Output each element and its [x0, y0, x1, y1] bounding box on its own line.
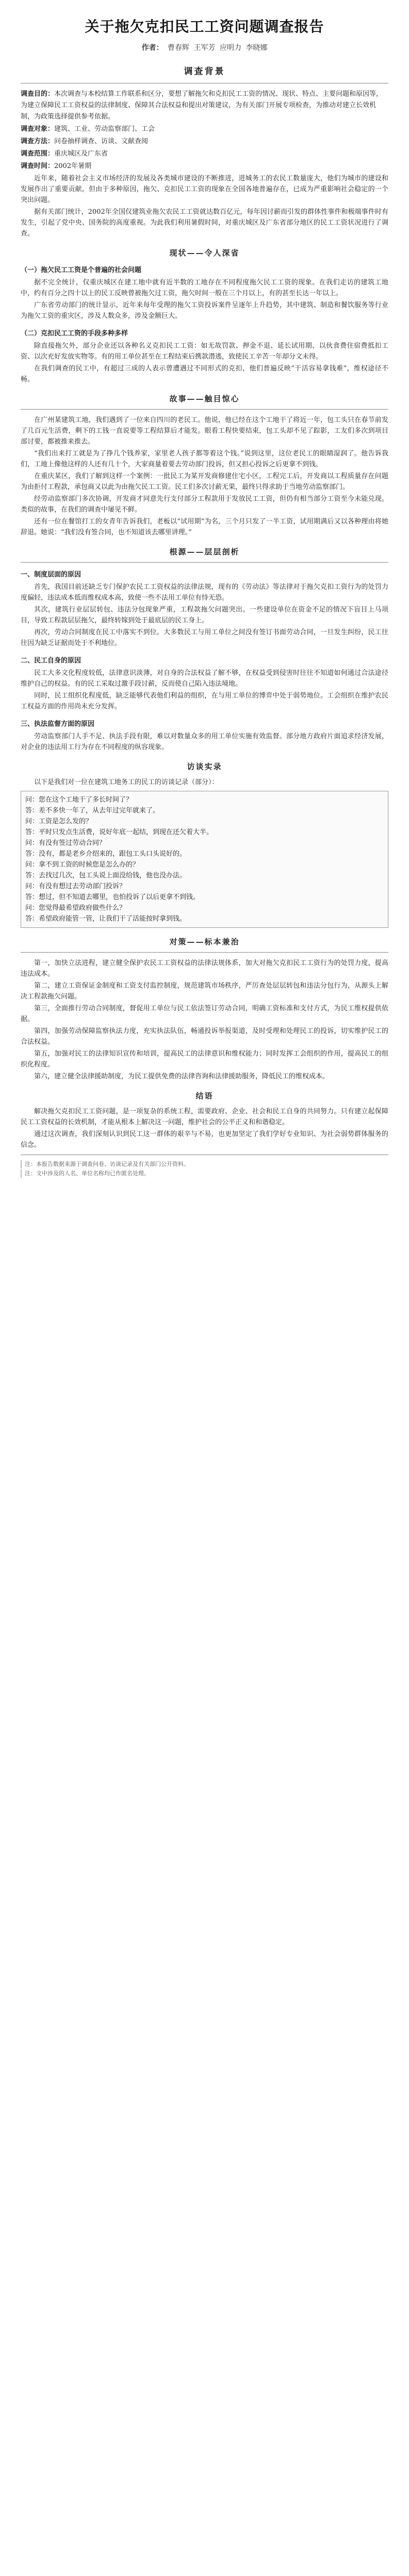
paragraph: “我们出来打工就是为了挣几个钱养家，家里老人孩子都等着这个钱。”说到这里，这位老民工的眼睛湿润了。他告诉我们，工地上像他这样的人还有几十个，大家商量着要去劳动部门投诉，但又担心投诉之后更拿不到钱。 [21, 450, 388, 468]
answer: 答：去找过几次，包工头说上面没给钱，他也没办法。 [25, 872, 187, 879]
paragraph: 第五，加强对民工的法律知识宣传和培训，提高民工的法律意识和维权能力；同时发挥工会组织的作用，提高民工的组织化程度。 [21, 1050, 388, 1069]
answer: 答：差不多快一年了，从去年过完年就来了。 [25, 807, 160, 815]
author-name: 应明力 [219, 44, 241, 52]
answer: 答：平时只发点生活费，说好年底一起结，到现在还欠着大半。 [25, 828, 214, 836]
object-row [21, 124, 388, 135]
section-title-status: 现状——令人深省 [169, 248, 240, 258]
time-row [21, 161, 388, 172]
interview-box [21, 791, 388, 928]
answer: 答：想过，但不知道去哪里，也怕投诉了以后更拿不到钱。 [25, 893, 200, 901]
method-text: 问卷抽样调查、访谈、文献查阅 [54, 138, 149, 145]
subheading: （二）克扣民工工资的手段多种多样 [21, 330, 128, 337]
answer: 答：希望政府能管一管，让我们干了活能按时拿到钱。 [25, 915, 187, 923]
question: 问：工资是怎么发的？ [25, 818, 93, 825]
paragraph: 劳动监察部门人手不足、执法手段有限，难以对数量众多的用工单位实施有效监督。部分地方政府片面追求经济发展，对企业的违法用工行为存在不同程度的纵容现象。 [21, 733, 388, 751]
footnote: 注：本报告数据来源于调查问卷、访谈记录及有关部门公开资料。 [21, 1160, 388, 1168]
paragraph: 第一，加快立法进程，建立健全保护农民工工资权益的法律法规体系，加大对拖欠克扣民工工资行为的处罚力度，提高违法成本。 [21, 959, 388, 978]
subheading: 二、民工自身的原因 [21, 657, 81, 665]
section-title-conclusion: 结语 [195, 1091, 214, 1100]
question: 问：您觉得最希望政府做些什么？ [25, 904, 126, 912]
divider [21, 562, 388, 563]
paragraph: 据不完全统计，仅重庆城区在建工地中就有近半数的工地存在不同程度拖欠民工工资的现象。在我们走访的建筑工地中，约有百分之四十以上的民工反映曾被拖欠过工资，拖欠时间一般在三个月以上，有的甚至长达一年以上。 [21, 279, 388, 297]
paragraph: 第二，建立工资保证金制度和工资支付监控制度，规范建筑市场秩序，严厉查处层层转包和违法分包行为，从源头上解决工程款拖欠问题。 [21, 982, 388, 1001]
paragraph: 首先，我国目前还缺乏专门保护农民工工资权益的法律法规，现有的《劳动法》等法律对于拖欠克扣工资行为的处罚力度偏轻，违法成本低而维权成本高，致使一些不法用工单位有恃无恐。 [21, 583, 388, 602]
paragraph: 在我们调查的民工中，有超过三成的人表示曾遭遇过不同形式的克扣，他们普遍反映“干活容易拿钱难”，维权途径不畅。 [21, 365, 388, 383]
answer: 答：没有，都是老乡介绍来的，跟包工头口头说好的。 [25, 850, 187, 858]
question: 问：有没有想过去劳动部门投诉？ [25, 883, 126, 890]
object-text: 建筑、工业、劳动监察部门、工会 [54, 125, 155, 133]
paragraph: 还有一位在餐馆打工的女青年告诉我们，老板以“试用期”为名，三个月只发了一半工资，试用期满后又以各种理由将她辞退。她说：“我们没有签合同，也不知道该去哪里讲理。” [21, 518, 388, 536]
paragraph: 近年来，随着社会主义市场经济的发展及各类城市建设的不断推进，进城务工的农民工数量庞大，他们为城市的建设和发展作出了重要贡献。但由于多种原因，拖欠、克扣民工工资的现象在全国各地普遍存在，已成为严重影响社会稳定的一个突出问题。 [21, 175, 388, 204]
object-label: 调查对象： [21, 125, 55, 133]
author-name: 李晓娜 [246, 44, 268, 52]
scope-row [21, 148, 388, 160]
purpose-text: 本次调查与本校结算工作联系和区分，要想了解拖欠和克扣民工工资的情况、现状、特点、主要问题和原因等，为建立保障民工工资权益的法律制度、保障其合法权益和提出对策建议，为有关部门开展专项检查，为推动对建立长效机制，为政策选择提供参考依据。 [21, 90, 383, 121]
paragraph: 第三，全面推行劳动合同制度，督促用工单位与民工依法签订劳动合同，明确工资标准和支付方式，为民工维权提供依据。 [21, 1005, 388, 1023]
authors-label: 作者： [141, 44, 163, 52]
section-title-background: 调查背景 [184, 66, 225, 77]
section-title-measures: 对策——标本兼治 [169, 937, 240, 946]
scope-label: 调查范围： [21, 150, 55, 158]
report-title: 关于拖欠克扣民工工资问题调查报告 [85, 18, 324, 35]
paragraph: 其次，建筑行业层层转包、违法分包现象严重，工程款拖欠问题突出。一些建设单位在资金不足的情况下盲目上马项目，导致工程款层层拖欠，最终转嫁到处于最底层的民工身上。 [21, 606, 388, 624]
author-name: 王军芳 [193, 44, 216, 52]
paragraph: 同时，民工组织化程度低，缺乏能够代表他们利益的组织，在与用工单位的博弈中处于弱势地位。工会组织在维护农民工权益方面的作用尚未充分发挥。 [21, 692, 388, 710]
purpose-label: 调查目的： [21, 90, 55, 98]
author-name: 曹春辉 [168, 44, 190, 52]
paragraph: 据有关部门统计，2002年全国仅建筑业拖欠农民工工资就达数百亿元，每年因讨薪而引发的群体性事件和极端事件时有发生，引起了党中央、国务院的高度重视。为此我们利用暑假时间，对重庆城区及广东省部分地区的民工工资状况进行了调查。 [21, 208, 388, 238]
paragraph: 除直接拖欠外，部分企业还以各种名义克扣民工工资：如无故罚款、押金不退、延长试用期、以伙食费住宿费抵扣工资、以次充好发放实物等。有的用工单位甚至在工程结束后携款潜逃，致使民工辛苦一年却分文未得。 [21, 342, 388, 361]
paragraph: 第六，建立健全法律援助制度，为民工提供免费的法律咨询和法律援助服务，降低民工的维权成本。 [34, 1073, 330, 1080]
divider [21, 952, 388, 953]
paragraph: 以下是我们对一位在建筑工地务工的民工的访谈记录（部分）： [34, 778, 219, 786]
paragraph: 民工大多文化程度较低，法律意识淡薄，对自身的合法权益了解不够，在权益受到侵害时往往不知道如何通过合法途径维护自己的权益。有的民工采取过激手段讨薪，反而使自己陷入违法境地。 [21, 669, 388, 688]
footnote: 注：文中涉及的人名、单位名称均已作匿名处理。 [21, 1170, 388, 1178]
time-label: 调查时间： [21, 162, 55, 170]
divider [21, 409, 388, 410]
paragraph: 广东省劳动部门的统计显示，近年来每年受理的拖欠工资投诉案件呈逐年上升趋势，其中建筑、制造和餐饮服务等行业为拖欠工资的重灾区，涉及人数众多，涉及金额巨大。 [21, 301, 388, 320]
subheading: 三、执法监督方面的原因 [21, 720, 95, 728]
subheading: （一）拖欠民工工资是个普遍的社会问题 [21, 266, 142, 274]
paragraph: 经劳动监察部门多次协调，开发商才同意先行支付部分工程款用于发放民工工资，但仍有相当部分工资至今未能兑现。类似的故事，在我们的调查中屡见不鲜。 [21, 495, 388, 514]
question: 问：您在这个工地干了多长时间了？ [25, 796, 133, 804]
purpose-row [21, 89, 388, 123]
time-text: 2002年暑期 [54, 162, 92, 170]
paragraph: 通过这次调查，我们深刻认识到民工这一群体的艰辛与不易，也更加坚定了我们学好专业知识、为社会弱势群体服务的信念。 [21, 1130, 388, 1149]
question: 问：有没有签过劳动合同？ [25, 839, 106, 847]
scope-text: 重庆城区及广东省 [54, 150, 108, 158]
paragraph: 再次，劳动合同制度在民工中落实不到位。大多数民工与用工单位之间没有签订书面劳动合同，一旦发生纠纷，民工往往因为缺乏证据而处于不利地位。 [21, 629, 388, 647]
section-title-analysis: 根源——层层剖析 [169, 547, 240, 556]
paragraph: 解决拖欠克扣民工工资问题，是一项复杂的系统工程，需要政府、企业、社会和民工自身的共同努力。只有建立起保障民工工资权益的长效机制，才能从根本上解决这一问题，维护社会的公平正义和和谐稳定。 [21, 1108, 388, 1126]
subheading: 一、制度层面的原因 [21, 571, 81, 579]
method-row [21, 136, 388, 147]
method-label: 调查方法： [21, 138, 55, 145]
question: 问：拿不到工资的时候您是怎么办的？ [25, 861, 140, 869]
authors-line [21, 42, 388, 53]
paragraph: 在广州某建筑工地，我们遇到了一位来自四川的老民工。他说，他已经在这个工地干了将近一年，包工头只在春节前发了几百元生活费，剩下的工钱一直说要等工程结算后才能发。眼看工程快要结束，包工头却不见了踪影，工友们多次到项目部讨要，都被推来推去。 [21, 416, 388, 446]
paragraph: 第四，加强劳动保障监察执法力度，充实执法队伍，畅通投诉举报渠道，及时受理和处理民工的投诉，切实维护民工的合法权益。 [21, 1027, 388, 1046]
section-title-interview: 访谈实录 [187, 762, 222, 771]
section-title-story: 故事——触目惊心 [169, 394, 240, 403]
paragraph: 在重庆某区，我们了解到这样一个案例：一批民工为某开发商修建住宅小区，工程完工后，开发商以工程质量存在问题为由拒付工程款，承包商又以此为由拖欠民工工资。民工们多次讨薪无果，最终只得求助于当地劳动监察部门。 [21, 472, 388, 491]
